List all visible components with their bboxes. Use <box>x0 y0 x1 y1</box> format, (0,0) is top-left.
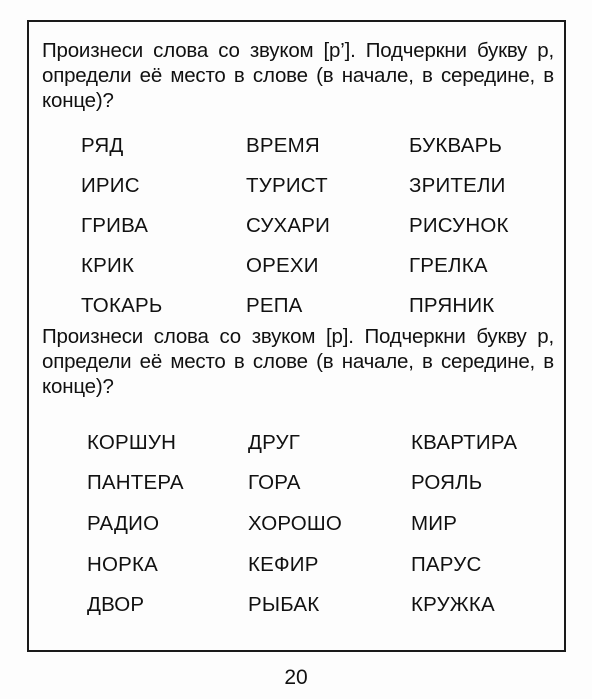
word-item: РАДИО <box>87 512 160 535</box>
word-item: ДРУГ <box>248 431 301 454</box>
word-item: СУХАРИ <box>246 214 331 237</box>
word-item: ВРЕМЯ <box>246 134 320 157</box>
word-item: РЕПА <box>246 294 303 317</box>
word-item: КЕФИР <box>248 553 319 576</box>
page-number: 20 <box>284 666 308 689</box>
word-item: РОЯЛЬ <box>411 471 483 494</box>
exercise-2-instruction: Произнеси слова со звуком [р]. Подчеркни букву р, определи её место в слове (в начале, в середине, в конце)? <box>42 325 554 398</box>
word-item: КРИК <box>81 254 135 277</box>
word-item: ПАРУС <box>411 553 482 576</box>
word-item: ЗРИТЕЛИ <box>409 174 506 197</box>
word-item: МИР <box>411 512 458 535</box>
exercise-1-instruction: Произнеси слова со звуком [р’]. Подчеркни букву р, определи её место в слове (в начале, в середине, в конце)? <box>42 39 554 112</box>
word-item: ПРЯНИК <box>409 294 495 317</box>
word-item: ГОРА <box>248 471 301 494</box>
word-item: РЯД <box>81 134 124 157</box>
word-item: РЫБАК <box>248 593 320 616</box>
word-item: ПАНТЕРА <box>87 471 184 494</box>
word-item: ГРЕЛКА <box>409 254 488 277</box>
word-item: ТУРИСТ <box>246 174 328 197</box>
word-item: ОРЕХИ <box>246 254 319 277</box>
word-item: КОРШУН <box>87 431 177 454</box>
word-item: ТОКАРЬ <box>81 294 163 317</box>
word-item: НОРКА <box>87 553 159 576</box>
word-item: БУКВАРЬ <box>409 134 503 157</box>
word-item: ИРИС <box>81 174 140 197</box>
word-item: КВАРТИРА <box>411 431 518 454</box>
word-item: РИСУНОК <box>409 214 509 237</box>
word-item: ДВОР <box>87 593 145 616</box>
word-item: КРУЖКА <box>411 593 495 616</box>
word-item: ХОРОШО <box>248 512 343 535</box>
word-item: ГРИВА <box>81 214 149 237</box>
